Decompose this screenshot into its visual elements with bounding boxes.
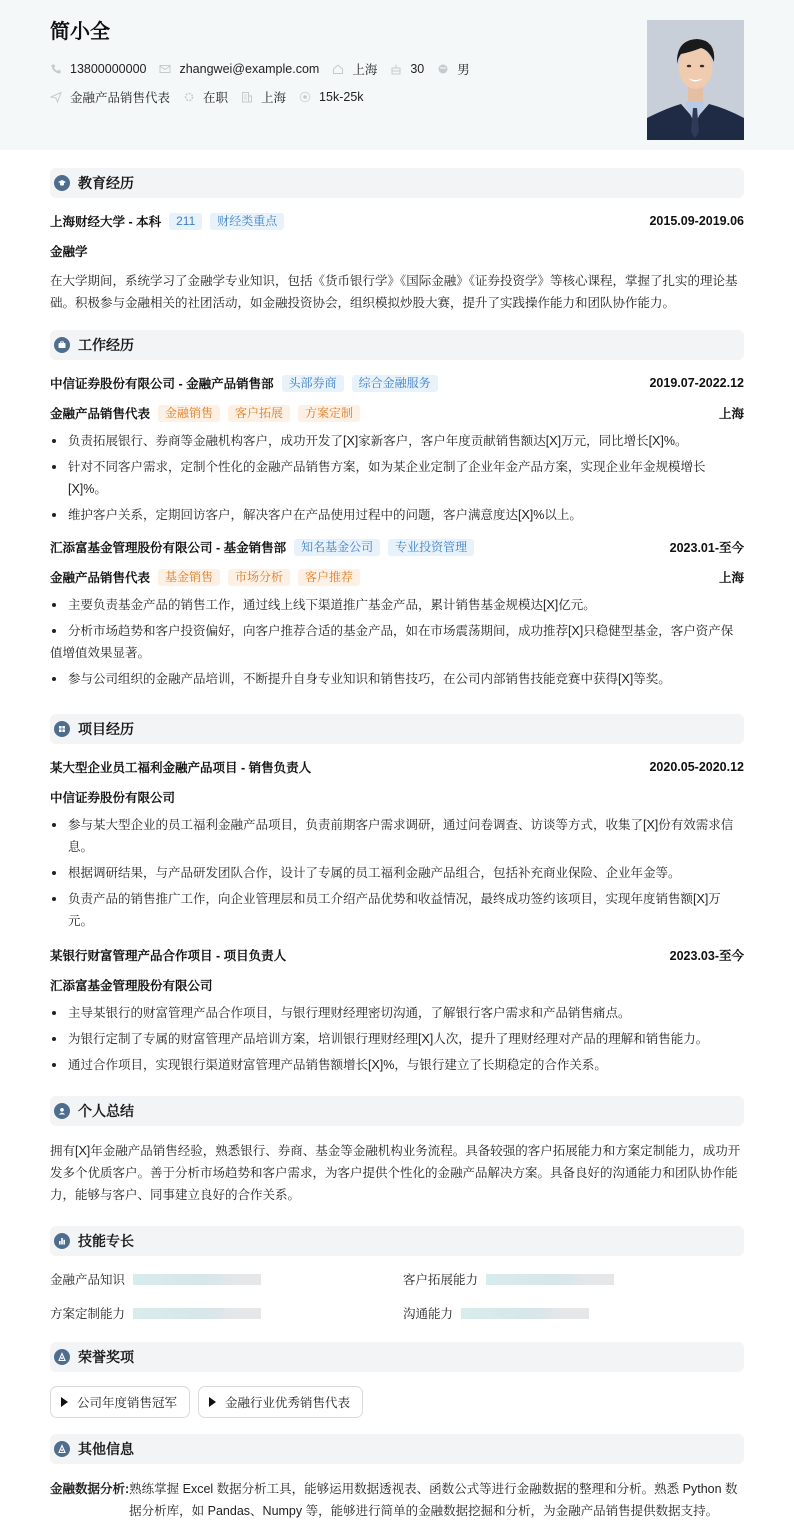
award-label: 公司年度销售冠军 [77,1396,178,1410]
skill-name: 金融产品知识 [50,1273,126,1287]
work-date: 2019.07-2022.12 [649,376,744,390]
phone-item [50,62,146,76]
position-title: 金融产品销售代表 [50,571,151,585]
work-bullets [50,594,744,690]
gender-item [437,60,470,78]
project-bullets [50,1002,744,1076]
project-bullets [50,814,744,932]
bullet-item: 针对不同客户需求，定制个性化的金融产品销售方案，如为某企业定制了企业年金产品方案，实现企业年金规模增长[X]%。 [50,456,744,500]
section-title: 工作经历 [78,337,134,353]
age-item [390,62,424,76]
company-tag: 知名基金公司 [294,539,380,556]
bullet-item: 参与公司组织的金融产品培训，不断提升自身专业知识和销售技巧，在公司内部销售技能竞赛中获得[X]等奖。 [50,668,744,690]
school-name: 上海财经大学 - 本科 [50,215,162,229]
home-icon [332,63,344,75]
project-date: 2020.05-2020.12 [649,760,744,774]
user-icon [54,1103,70,1119]
salary-icon [299,91,311,103]
section-header-education [50,168,744,198]
status-item [183,88,228,106]
position-title: 金融产品销售代表 [50,407,151,421]
work-entry [50,538,744,690]
city-item [332,60,377,78]
education-description: 在大学期间，系统学习了金融学专业知识，包括《货币银行学》《国际金融》《证券投资学》等核心课程，掌握了扎实的理论基础。积极参与金融相关的社团活动，如金融投资协会，组织模拟炒股大赛，提升了实践操作能力和团队协作能力。 [50,274,738,310]
age: 30 [410,62,425,76]
skill-bar [461,1308,589,1319]
job-status: 在职 [203,91,229,105]
summary-text: 拥有[X]年金融产品销售经验，熟悉银行、券商、基金等金融机构业务流程。具备较强的客户拓展能力和方案定制能力，成功开发多个优质客户。善于分析市场趋势和客户需求，为客户提供个性化的金融产品解决方案。具备良好的沟通能力和团队协作能力，能够与客户、同事建立良好的合作关系。 [50,1144,741,1202]
award-icon [54,1441,70,1457]
position-tag: 基金销售 [158,569,220,586]
building-icon [241,91,253,103]
skill-item [403,1270,744,1288]
work-entry [50,374,744,526]
skill-item [50,1270,403,1288]
city: 上海 [352,63,378,77]
section-header-other [50,1434,744,1464]
position-tag: 方案定制 [298,405,360,422]
section-title: 个人总结 [78,1103,134,1119]
job-title-item [50,88,170,106]
award-label: 金融行业优秀销售代表 [225,1396,351,1410]
contact-row [50,60,744,78]
company-name: 汇添富基金管理股份有限公司 - 基金销售部 [50,541,287,555]
send-icon [50,91,62,103]
other-info-label: 金融数据分析: [50,1482,130,1496]
section-header-projects [50,714,744,744]
job-row [50,88,744,106]
position-tag: 客户推荐 [298,569,360,586]
project-title: 某银行财富管理产品合作项目 - 项目负责人 [50,949,287,963]
bullet-item: 维护客户关系，定期回访客户，解决客户在产品使用过程中的问题，客户满意度达[X]%以上。 [50,504,744,526]
section-header-skills [50,1226,744,1256]
company-tag: 头部券商 [282,375,344,392]
bullet-item: 通过合作项目，实现银行渠道财富管理产品销售额增长[X]%，与银行建立了长期稳定的合作关系。 [50,1054,744,1076]
skill-bar [133,1274,261,1285]
education-date: 2015.09-2019.06 [649,214,744,228]
candidate-name: 简小全 [50,21,110,43]
play-triangle-icon [61,1397,68,1407]
project-company: 中信证券股份有限公司 [50,791,176,805]
school-tag: 财经类重点 [210,213,284,230]
major: 金融学 [50,245,88,259]
position-tag: 客户拓展 [228,405,290,422]
section-title: 荣誉奖项 [78,1349,134,1365]
bullet-item: 负责产品的销售推广工作，向企业管理层和员工介绍产品优势和收益情况，最终成功签约该项目，实现年度销售额[X]万元。 [50,888,744,932]
award-chip[interactable] [198,1386,363,1418]
award-icon [54,1349,70,1365]
work-city-item [241,88,286,106]
phone-number: 13800000000 [70,62,147,76]
bullet-item: 分析市场趋势和客户投资偏好，向客户推荐合适的基金产品，如在市场震荡期间，成功推荐[X]只稳健型基金，客户资产保值增值效果显著。 [50,620,744,664]
awards-list [50,1386,744,1418]
work-location: 上海 [718,407,744,421]
section-title: 项目经历 [78,721,134,737]
project-date: 2023.03-至今 [669,949,744,963]
expected-salary: 15k-25k [319,90,364,104]
email-address: zhangwei@example.com [179,62,320,76]
gender: 男 [457,63,470,77]
company-name: 中信证券股份有限公司 - 金融产品销售部 [50,377,274,391]
position-tag: 金融销售 [158,405,220,422]
section-header-awards [50,1342,744,1372]
age-icon [390,63,402,75]
project-entry [50,758,744,932]
avatar-photo [647,20,744,140]
section-header-work [50,330,744,360]
skill-bar [486,1274,614,1285]
other-info-text: 熟练掌握 Excel 数据分析工具，能够运用数据透视表、函数公式等进行金融数据的整理和分析。熟悉 Python 数据分析库，如 Pandas、Numpy 等，能够进行简单的金融数据挖掘和分析，为金融产品销售提供数据支持。 [129,1482,738,1518]
education-header-row [50,212,744,230]
phone-icon [50,63,62,75]
grid-icon [54,721,70,737]
graduation-cap-icon [54,175,70,191]
company-tag: 专业投资管理 [388,539,474,556]
skill-bar [133,1308,261,1319]
play-triangle-icon [209,1397,216,1407]
resume-header [0,0,794,150]
resume-body [0,150,794,1522]
bullet-item: 根据调研结果，与产品研发团队合作，设计了专属的员工福利金融产品组合，包括补充商业保险、企业年金等。 [50,862,744,884]
work-location: 上海 [718,571,744,585]
briefcase-icon [54,337,70,353]
section-title: 教育经历 [78,175,134,191]
project-entry [50,946,744,1076]
bullet-item: 为银行定制了专属的财富管理产品培训方案，培训银行理财经理[X]人次，提升了理财经理对产品的理解和销售能力。 [50,1028,744,1050]
position-tag: 市场分析 [228,569,290,586]
skill-name: 沟通能力 [403,1307,454,1321]
company-tag: 综合金融服务 [352,375,438,392]
bullet-item: 参与某大型企业的员工福利金融产品项目，负责前期客户需求调研，通过问卷调查、访谈等方式，收集了[X]份有效需求信息。 [50,814,744,858]
school-tag: 211 [169,213,202,230]
skill-item [50,1304,403,1322]
bar-chart-icon [54,1233,70,1249]
bullet-item: 主导某银行的财富管理产品合作项目，与银行理财经理密切沟通，了解银行客户需求和产品销售痛点。 [50,1002,744,1024]
work-city: 上海 [261,91,287,105]
skill-name: 方案定制能力 [50,1307,126,1321]
award-chip[interactable] [50,1386,190,1418]
skill-name: 客户拓展能力 [403,1273,479,1287]
section-header-summary [50,1096,744,1126]
project-title: 某大型企业员工福利金融产品项目 - 销售负责人 [50,761,312,775]
skills-grid [50,1270,744,1322]
project-company: 汇添富基金管理股份有限公司 [50,979,213,993]
gender-icon [437,63,449,75]
email-item [159,62,319,76]
work-bullets [50,430,744,526]
work-date: 2023.01-至今 [669,541,744,555]
section-title: 其他信息 [78,1441,134,1457]
status-icon [183,91,195,103]
salary-item [299,90,363,104]
skill-item [403,1304,744,1322]
mail-icon [159,63,171,75]
section-title: 技能专长 [78,1233,134,1249]
bullet-item: 主要负责基金产品的销售工作，通过线上线下渠道推广基金产品，累计销售基金规模达[X]亿元。 [50,594,744,616]
bullet-item: 负责拓展银行、券商等金融机构客户，成功开发了[X]家新客户，客户年度贡献销售额达[X]万元，同比增长[X]%。 [50,430,744,452]
job-title: 金融产品销售代表 [70,91,171,105]
other-info-item [50,1478,744,1522]
